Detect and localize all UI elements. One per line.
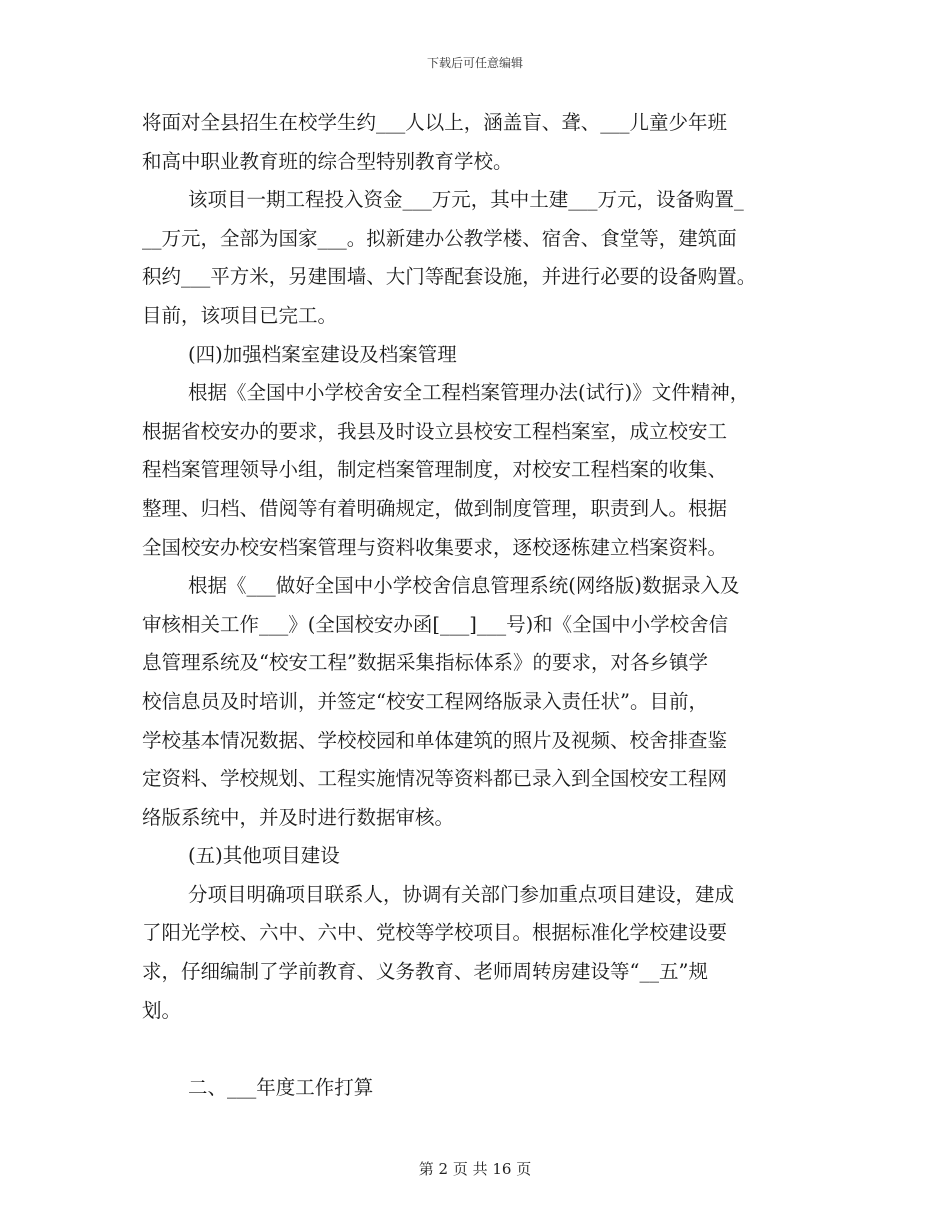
- text-line: 全国校安办校安档案管理与资料收集要求，逐校逐栋建立档案资料。: [142, 535, 728, 559]
- text-line: 划。: [142, 998, 182, 1022]
- text-line: 和高中职业教育班的综合型特别教育学校。: [142, 149, 513, 173]
- text-line: 息管理系统及“校安工程”数据采集指标体系》的要求，对各乡镇学: [142, 651, 708, 675]
- text-line: 根据省校安办的要求，我县及时设立县校安工程档案室，成立校安工: [142, 419, 728, 443]
- page-number-footer: 第 2 页 共 16 页: [418, 1160, 532, 1178]
- section-heading: (五)其他项目建设: [188, 844, 340, 868]
- paragraph-start-line: 分项目明确项目联系人，协调有关部门参加重点项目建设，建成: [188, 882, 735, 906]
- document-body: [142, 104, 822, 1107]
- paragraph-start-line: 该项目一期工程投入资金___万元，其中土建___万元，设备购置_: [188, 188, 744, 212]
- text-line: 积约___平方米，另建围墙、大门等配套设施，并进行必要的设备购置。: [142, 265, 757, 289]
- text-line: __万元，全部为国家___。拟新建办公教学楼、宿舍、食堂等，建筑面: [142, 226, 737, 250]
- section-heading: 二、___年度工作打算: [188, 1075, 374, 1099]
- text-line: 目前，该项目已完工。: [142, 303, 338, 327]
- text-line: 求，仔细编制了学前教育、义务教育、老师周转房建设等“__五”规: [142, 960, 708, 984]
- text-line: 定资料、学校规划、工程实施情况等资料都已录入到全国校安工程网: [142, 767, 728, 791]
- text-line: 审核相关工作___》(全国校安办函[___]___号)和《全国中小学校舍信: [142, 612, 729, 636]
- text-line: 了阳光学校、六中、六中、党校等学校项目。根据标准化学校建设要: [142, 921, 728, 945]
- text-line: 将面对全县招生在校学生约___人以上，涵盖盲、聋、___儿童少年班: [142, 111, 728, 134]
- text-line: 学校基本情况数据、学校校园和单体建筑的照片及视频、校舍排查鉴: [142, 728, 728, 752]
- text-line: 校信息员及时培训，并签定“校安工程网络版录入责任状”。目前，: [142, 689, 708, 713]
- text-line: 整理、归档、借阅等有着明确规定，做到制度管理，职责到人。根据: [142, 496, 728, 520]
- paragraph-start-line: 根据《全国中小学校舍安全工程档案管理办法(试行)》文件精神，: [188, 381, 750, 405]
- section-heading: (四)加强档案室建设及档案管理: [188, 342, 457, 366]
- text-line: 程档案管理领导小组，制定档案管理制度，对校安工程档案的收集、: [142, 458, 728, 482]
- paragraph-start-line: 根据《___做好全国中小学校舍信息管理系统(网络版)数据录入及: [188, 574, 740, 598]
- page-header: 下载后可任意编辑: [426, 56, 523, 70]
- blank-line: [142, 1030, 822, 1069]
- text-line: 络版系统中，并及时进行数据审核。: [142, 805, 455, 829]
